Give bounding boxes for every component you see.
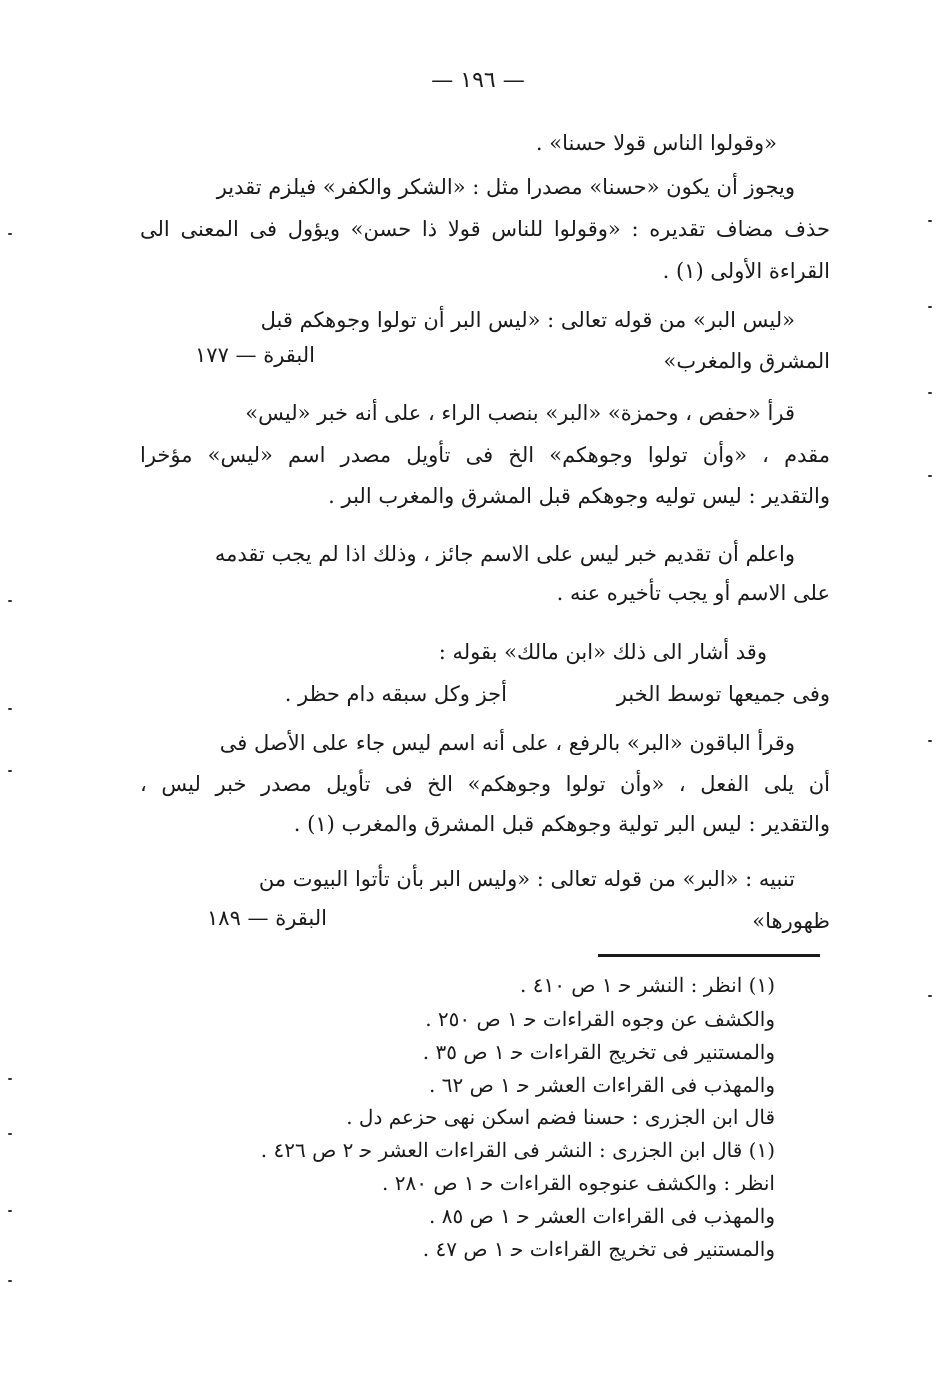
footnote-line: (١) انظر : النشر ﺣ ١ ص ٤١٠ . <box>520 973 775 997</box>
scan-speck <box>928 740 932 742</box>
sura-reference: البقرة — ١٨٩ <box>207 906 327 930</box>
footnote-line: قال ابن الجزرى : حسنا فضم اسكن نهى حزعم دل . <box>346 1105 775 1129</box>
footnote-separator <box>598 954 820 957</box>
body-line: والتقدير : ليس توليه وجوهكم قبل المشرق والمغرب البر . <box>328 484 830 508</box>
scan-speck <box>8 1280 12 1282</box>
body-line: حذف مضاف تقديره : «وقولوا للناس قولا ذا حسن» ويؤول فى المعنى الى <box>140 217 830 241</box>
body-line: القراءة الأولى (١) . <box>662 259 830 283</box>
scan-speck <box>8 233 12 235</box>
quote-line: «وقولوا الناس قولا حسنا» . <box>535 131 777 155</box>
footnote-line: والمستنير فى تخريج القراءات ﺣ ١ ص ٤٧ . <box>422 1237 775 1261</box>
footnote-line: والكشف عن وجوه القراءات ﺣ ١ ص ٢٥٠ . <box>425 1007 775 1031</box>
body-line: قرأ «حفص ، وحمزة» «البر» بنصب الراء ، على أنه خبر «ليس» <box>245 401 795 425</box>
scan-speck <box>928 220 932 222</box>
verse-line: «ليس البر» من قوله تعالى : «ليس البر أن تولوا وجوهكم قبل <box>260 308 795 332</box>
scan-speck <box>8 600 12 602</box>
scan-speck <box>928 995 932 997</box>
footnote-line: والمستنير فى تخريج القراءات ﺣ ١ ص ٣٥ . <box>422 1040 775 1064</box>
scan-speck <box>8 1133 12 1135</box>
body-line: على الاسم أو يجب تأخيره عنه . <box>556 581 830 605</box>
scan-speck <box>8 770 12 772</box>
scan-speck <box>928 475 932 477</box>
poem-hemistich-first: وفى جميعها توسط الخبر <box>616 682 830 706</box>
scan-speck <box>8 1210 12 1212</box>
note-line: تنبيه : «البر» من قوله تعالى : «وليس البر بأن تأتوا البيوت من <box>258 867 795 891</box>
note-line-end: ظهورها» <box>752 909 830 933</box>
body-line: والتقدير : ليس البر تولية وجوهكم قبل المشرق والمغرب (١) . <box>293 812 830 836</box>
body-line: وقد أشار الى ذلك «ابن مالك» بقوله : <box>438 640 767 664</box>
scan-speck <box>928 392 932 394</box>
verse-line-end: المشرق والمغرب» <box>663 349 830 373</box>
body-line: مقدم ، «وأن تولوا وجوهكم» الخ فى تأويل مصدر اسم «ليس» مؤخرا <box>140 443 830 467</box>
scan-speck <box>8 708 12 710</box>
footnote-line: (١) قال ابن الجزرى : النشر فى القراءات العشر ﺣ ٢ ص ٤٢٦ . <box>260 1138 775 1162</box>
page-number: — ١٩٦ — <box>431 68 525 93</box>
scan-speck <box>8 1078 12 1080</box>
body-line: وقرأ الباقون «البر» بالرفع ، على أنه اسم ليس جاء على الأصل فى <box>219 731 795 755</box>
body-line: ويجوز أن يكون «حسنا» مصدرا مثل : «الشكر والكفر» فيلزم تقدير <box>216 175 795 199</box>
poem-hemistich-second: أجز وكل سبقه دام حظر . <box>284 682 507 706</box>
footnote-line: والمهذب فى القراءات العشر ﺣ ١ ص ٦٢ . <box>429 1073 775 1097</box>
sura-reference: البقرة — ١٧٧ <box>195 343 315 367</box>
body-line: أن يلى الفعل ، «وأن تولوا وجوهكم» الخ فى تأويل مصدر خبر ليس ، <box>140 772 830 796</box>
body-line: واعلم أن تقديم خبر ليس على الاسم جائز ، وذلك اذا لم يجب تقدمه <box>214 542 795 566</box>
footnote-line: والمهذب فى القراءات العشر ﺣ ١ ص ٨٥ . <box>429 1204 775 1228</box>
footnote-line: انظر : والكشف عنوجوه القراءات ﺣ ١ ص ٢٨٠ . <box>382 1171 775 1195</box>
scan-speck <box>928 306 932 308</box>
